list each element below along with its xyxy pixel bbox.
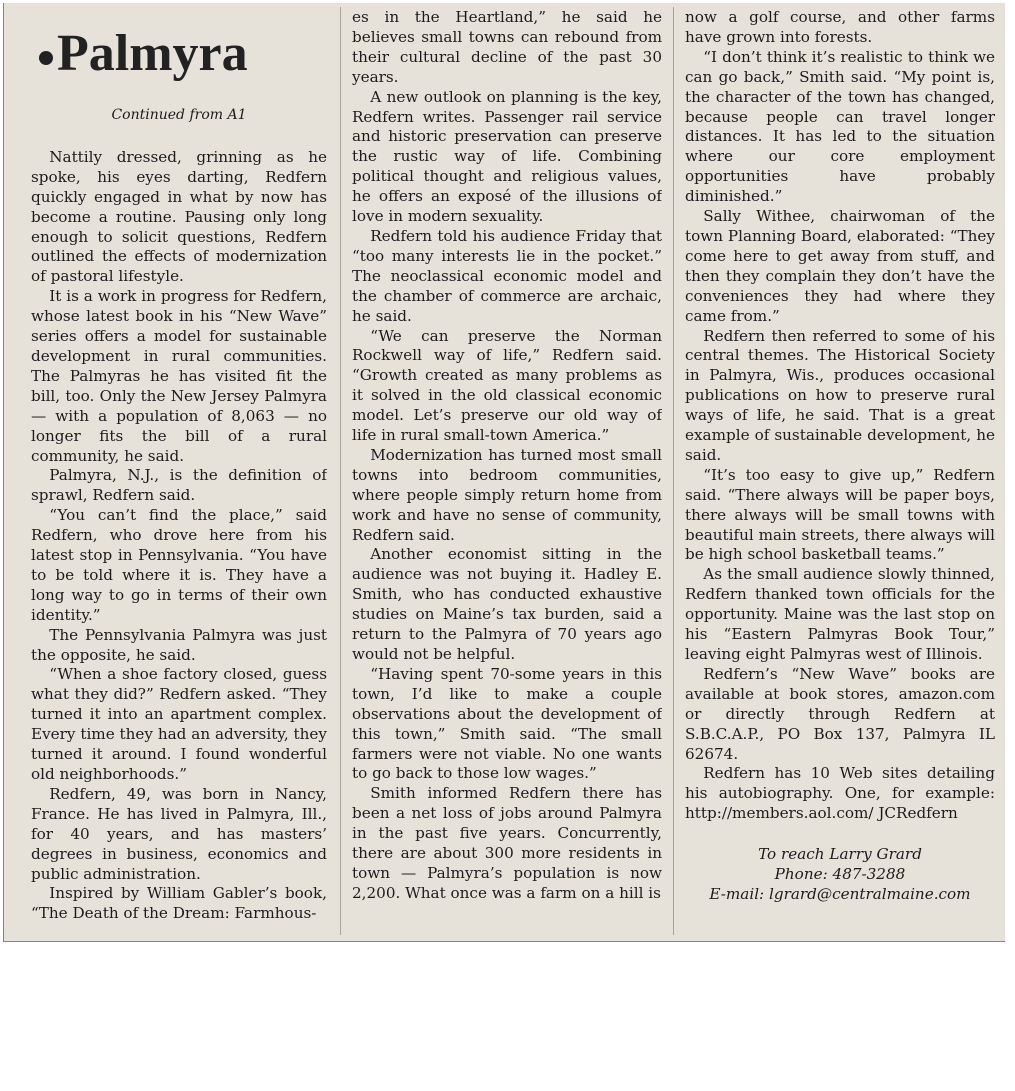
paragraph: It is a work in progress for Redfern, whose latest book in his “New Wave” series offers a model for sustainable development in rural communities. The Palmyras he has visited fit the bill, too. Only the New Jersey Palmyra — with a population of 8,063 — no longer fits the bill of a rural community, he said. — [31, 287, 327, 465]
paragraph: “It’s too easy to give up,” Redfern said. “There always will be paper boys, there always will be small towns with beautiful main streets, there always will be high school basketball teams.” — [685, 465, 995, 564]
paragraph: Palmyra, N.J., is the definition of sprawl, Redfern said. — [31, 466, 327, 505]
paragraph: Redfern then referred to some of his central themes. The Historical Society in Palmyra, Wis., produces occasional publications on how to preserve rural ways of life, he said. That is a great example of sustainable development, he said. — [685, 326, 995, 464]
contact-name: To reach Larry Grard — [758, 845, 922, 864]
jump-line: Continued from A1 — [111, 107, 247, 123]
contact-phone: Phone: 487-3288 — [774, 865, 906, 884]
paragraph: Modernization has turned most small towns into bedroom communities, where people simply return home from work and have no sense of community, Redfern said. — [352, 445, 662, 544]
paragraph: “I don’t think it’s realistic to think we can go back,” Smith said. “My point is, the character of the town has changed, because people can travel longer distances. It has led to the situation where our core employment opportunities have probably diminished.” — [685, 47, 995, 206]
headline — [39, 24, 327, 84]
article-column-2 — [352, 8, 662, 933]
paragraph: Another economist sitting in the audience was not buying it. Hadley E. Smith, who has conducted exhaustive studies on Maine’s tax burden, said a return to the Palmyra of 70 years ago would not be helpful. — [352, 545, 662, 663]
paragraph: Nattily dressed, grinning as he spoke, his eyes darting, Redfern quickly engaged in what by now has become a routine. Pausing only long enough to solicit questions, Redfern outlined the effects of modernization of pastoral lifestyle. — [31, 147, 327, 286]
headline-text: Palmyra — [57, 25, 248, 82]
contact-email: E-mail: lgrard@centralmaine.com — [709, 885, 971, 904]
newspaper-clipping — [3, 3, 1005, 942]
column-rule — [673, 7, 674, 935]
paragraph: “You can’t find the place,” said Redfern, who drove here from his latest stop in Pennsylvania. “You have to be told where it is. They have a long way to go in terms of their own identity.” — [31, 506, 327, 624]
paragraph: As the small audience slowly thinned, Redfern thanked town officials for the opportunity. Maine was the last stop on his “Eastern Palmyras Book Tour,” leaving eight Palmyras west of Illinois. — [685, 565, 995, 663]
paragraph: A new outlook on planning is the key, Redfern writes. Passenger rail service and historic preservation can preserve the rustic way of life. Combining political thought and religious values, he offers an exposé of the illusions of love in modern sexuality. — [352, 87, 662, 226]
paragraph: Sally Withee, chairwoman of the town Planning Board, elaborated: “They come here to get away from stuff, and then they complain they don’t have the conveniences they had where they came from.” — [685, 207, 995, 325]
column-rule — [340, 7, 341, 935]
paragraph: Redfern’s “New Wave” books are available at book stores, amazon.com or directly through Redfern at S.B.C.A.P., PO Box 137, Palmyra IL 62674. — [685, 664, 995, 763]
paragraph: Inspired by William Gabler’s book, “The Death of the Dream: Farmhous- — [31, 884, 327, 923]
article-column-3 — [685, 8, 995, 933]
bullet-icon — [39, 51, 53, 65]
paragraph: Redfern told his audience Friday that “too many interests lie in the pocket.” The neoclassical economic model and the chamber of commerce are archaic, he said. — [352, 226, 662, 325]
paragraph: now a golf course, and other farms have grown into forests. — [685, 8, 995, 46]
paragraph: es in the Heartland,” he said he believes small towns can rebound from their cultural decline of the past 30 years. — [352, 8, 662, 86]
paragraph: Redfern, 49, was born in Nancy, France. He has lived in Palmyra, Ill., for 40 years, and has masters’ degrees in business, economics and public administration. — [31, 784, 327, 883]
paragraph: “When a shoe factory closed, guess what they did?” Redfern asked. “They turned it into an apartment complex. Every time they had an adversity, they turned it around. I found wonderful old neighborhoods.” — [31, 665, 327, 783]
paragraph: “Having spent 70-some years in this town, I’d like to make a couple observations about the development of this town,” Smith said. “The small farmers were not viable. No one wants to go back to those low wages.” — [352, 664, 662, 783]
contact-block — [685, 844, 995, 904]
article-column-1 — [31, 8, 327, 933]
paragraph: “We can preserve the Norman Rockwell way of life,” Redfern said. “Growth created as many problems as it solved in the old classical economic model. Let’s preserve our old way of life in rural small-town America.” — [352, 326, 662, 445]
paragraph: The Pennsylvania Palmyra was just the opposite, he said. — [31, 625, 327, 664]
paragraph: Redfern has 10 Web sites detailing his autobiography. One, for example: http://members.aol.com/ JCRedfern — [685, 764, 995, 823]
paragraph: Smith informed Redfern there has been a net loss of jobs around Palmyra in the past five years. Concurrently, there are about 300 more residents in town — Palmyra’s population is now 2,200. What once was a farm on a hill is — [352, 784, 662, 902]
